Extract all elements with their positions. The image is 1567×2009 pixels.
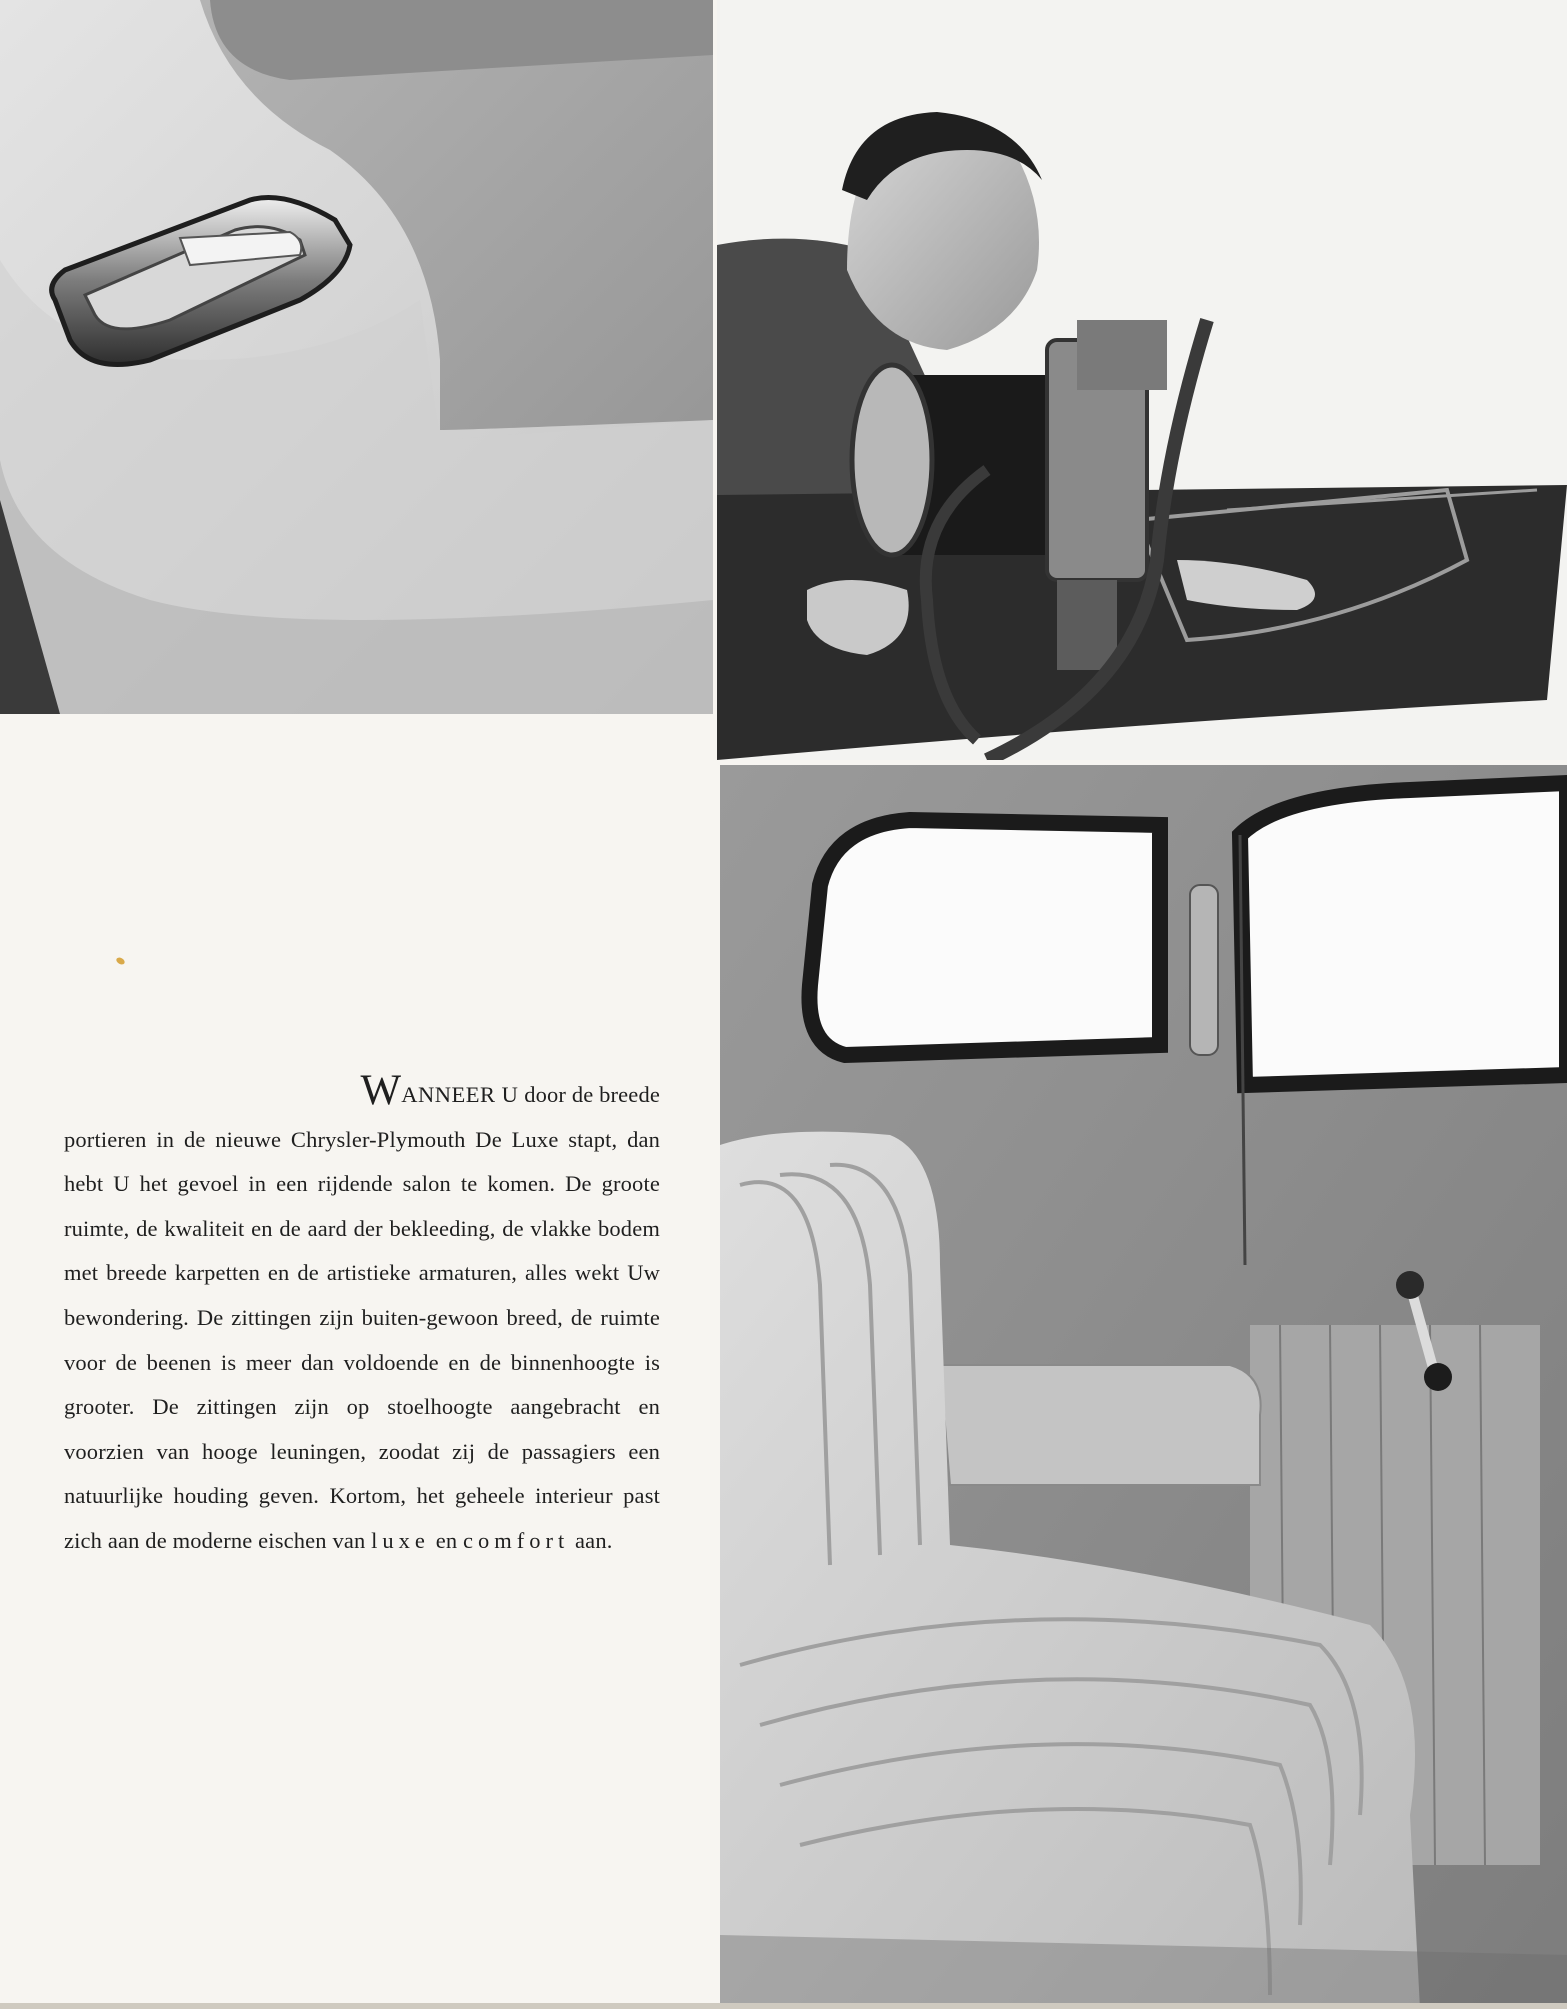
article-text <box>64 1067 660 1564</box>
armrest-ashtray-photo <box>0 0 713 714</box>
lead-line-rest: door de breede <box>524 1082 660 1107</box>
article-lead-line <box>64 1067 660 1118</box>
article-body: portieren in de nieuwe Chrysler-Plymouth De Luxe stapt, dan hebt U het gevoel in een rijdende salon te komen. De groote ruimte, de kwaliteit en de aard der bekleeding, de vlakke bodem met breede karpetten en de artistieke armaturen, alles wekt Uw bewondering. De zittingen zijn buiten-gewoon breed, de ruimte voor de beenen is meer dan voldoende en de binnenhoogte is grooter. De zittingen zijn op stoelhoogte aangebracht en voorzien van hooge leuningen, zoodat zij de passagiers een natuurlijke houding geven. Kortom, het geheele interieur past zich aan de moderne eischen van <box>64 1126 660 1553</box>
upholstery-cutting-photo <box>717 0 1567 760</box>
armrest-ashtray-illustration <box>0 0 713 714</box>
rear-seat-interior-photo <box>720 765 1567 2009</box>
spaced-word-comfort: comfort <box>463 1527 570 1553</box>
page-bottom-edge <box>0 2003 1567 2009</box>
lead-caps: ANNEER U <box>401 1082 519 1107</box>
word-aan: aan. <box>575 1527 613 1553</box>
worker-cutting-machine-illustration <box>717 0 1567 760</box>
word-en: en <box>435 1527 458 1553</box>
paper-smudge <box>115 956 126 966</box>
rear-seat-interior-illustration <box>720 765 1567 2009</box>
drop-cap: W <box>360 1067 402 1114</box>
article-body-paragraph <box>64 1118 660 1564</box>
spaced-word-luxe: luxe <box>371 1527 430 1553</box>
